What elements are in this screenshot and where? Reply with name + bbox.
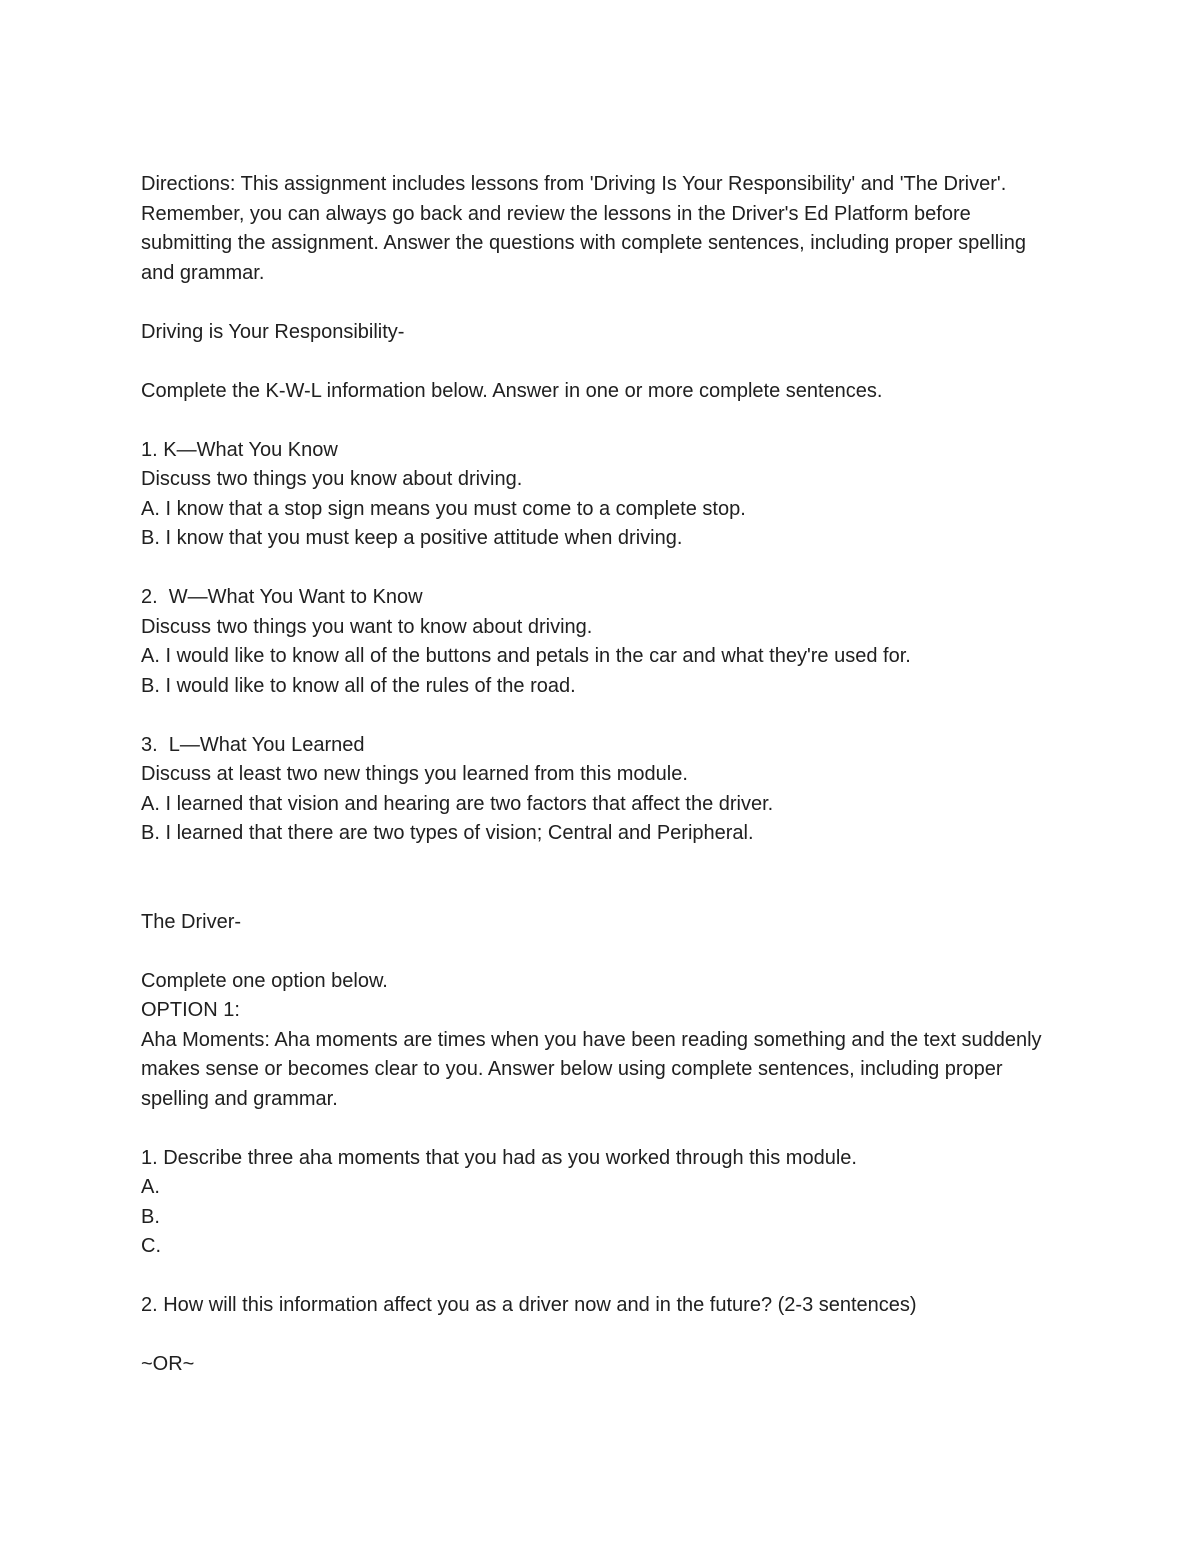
spacer	[141, 406, 1061, 436]
directions-text: Directions: This assignment includes lessons from 'Driving Is Your Responsibility' and 'The Driver'. Remember, you can always go back and review the lessons in the Driver's Ed Platform before submitting the assignment. Answer the questions with complete sentences, including proper spelling and grammar.	[141, 173, 1026, 284]
spacer	[141, 1321, 1061, 1351]
kwl-question-1-title: 1. K—What You Know	[141, 438, 338, 461]
spacer	[141, 347, 1061, 377]
kwl-question-3-answer-b: B. I learned that there are two types of vision; Central and Peripheral.	[141, 822, 754, 844]
section-heading-driver: The Driver-	[141, 910, 242, 933]
aha-question-2-title: 2. How will this information affect you as a driver now and in the future? (2-3 sentences)	[141, 1294, 917, 1316]
kwl-question-2-answer-a: A. I would like to know all of the buttons and petals in the car and what they're used for.	[141, 645, 911, 667]
document-body	[141, 170, 1061, 1380]
aha-question-1-answer-c: C.	[141, 1235, 161, 1257]
kwl-question-2-answer-b: B. I would like to know all of the rules of the road.	[141, 674, 576, 697]
aha-moments-text: Aha Moments: Aha moments are times when you have been reading something and the text suddenly makes sense or becomes clear to you. Answer below using complete sentences, including proper spelling and grammar.	[141, 1028, 1042, 1110]
spacer	[141, 1114, 1061, 1144]
aha-question-1-title: 1. Describe three aha moments that you had as you worked through this module.	[141, 1146, 857, 1169]
spacer	[141, 1262, 1061, 1292]
spacer	[141, 937, 1061, 967]
kwl-question-2-title: 2. W—What You Want to Know	[141, 586, 423, 608]
option-instruction: Complete one option below.	[141, 969, 388, 992]
spacer	[141, 288, 1061, 318]
spacer	[141, 554, 1061, 584]
kwl-question-3-title: 3. L—What You Learned	[141, 733, 365, 756]
kwl-question-1-answer-a: A. I know that a stop sign means you must come to a complete stop.	[141, 497, 746, 520]
kwl-instruction: Complete the K-W-L information below. Answer in one or more complete sentences.	[141, 379, 883, 402]
kwl-question-1-prompt: Discuss two things you know about driving.	[141, 468, 523, 490]
spacer	[141, 849, 1061, 908]
spacer	[141, 701, 1061, 731]
aha-question-1-answer-b: B.	[141, 1205, 160, 1228]
kwl-question-3-answer-a: A. I learned that vision and hearing are two factors that affect the driver.	[141, 792, 774, 815]
option-label: OPTION 1:	[141, 999, 240, 1021]
aha-question-1-answer-a: A.	[141, 1176, 160, 1198]
or-divider-text: ~OR~	[141, 1353, 195, 1375]
section-heading-responsibility: Driving is Your Responsibility-	[141, 320, 405, 343]
kwl-question-2-prompt: Discuss two things you want to know about driving.	[141, 615, 593, 638]
kwl-question-3-prompt: Discuss at least two new things you learned from this module.	[141, 763, 688, 785]
kwl-question-1-answer-b: B. I know that you must keep a positive attitude when driving.	[141, 527, 683, 549]
